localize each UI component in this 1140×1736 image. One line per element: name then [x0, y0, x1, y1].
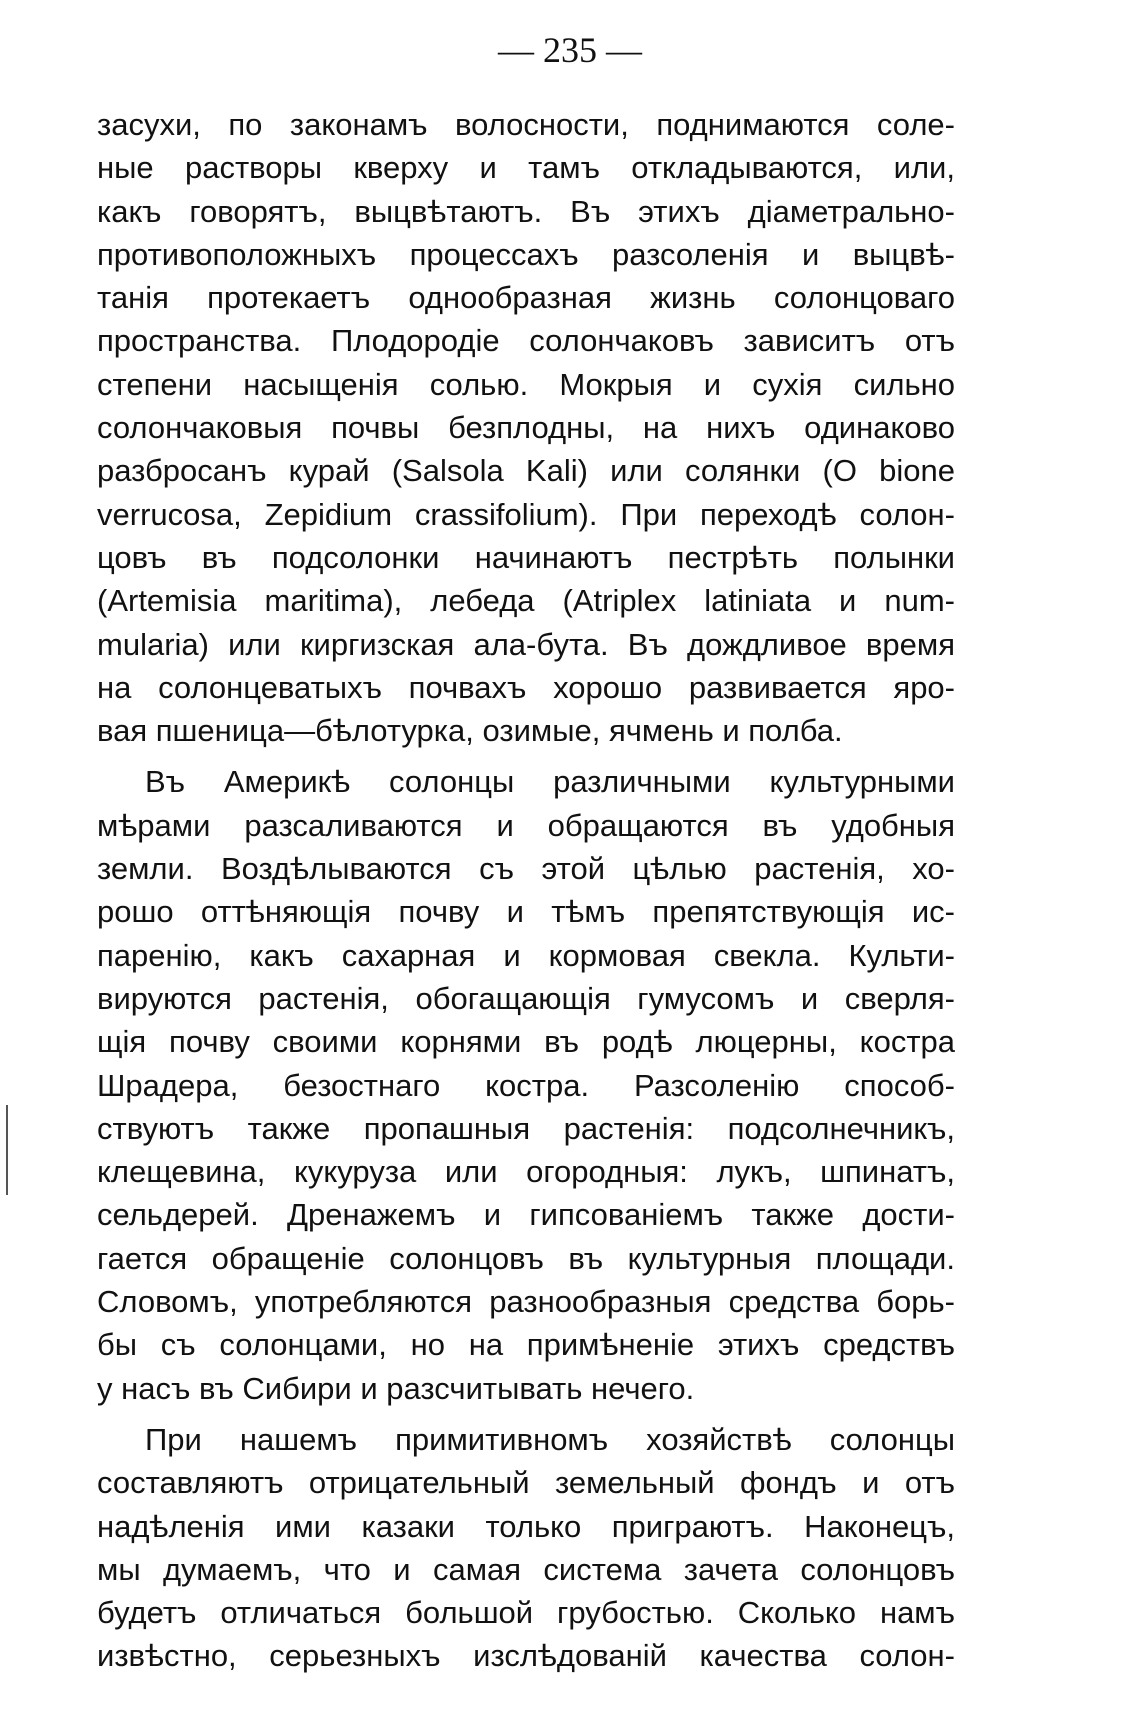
text-line: степени насыщенія солью. Мокрыя и сухія сильно	[97, 366, 955, 402]
text-line: вируются растенія, обогащающія гумусомъ и сверля-	[97, 980, 955, 1016]
text-line: на солонцеватыхъ почвахъ хорошо развивается яро-	[97, 669, 955, 705]
text-line: Въ Америкѣ солонцы различными культурными	[145, 764, 955, 800]
text-line: щія почву своими корнями въ родѣ люцерны, костра	[97, 1024, 955, 1060]
text-line: гается обращеніе солонцовъ въ культурныя площади.	[97, 1240, 955, 1276]
text-line: надѣленія ими казаки только приграютъ. Наконецъ,	[97, 1508, 955, 1544]
text-line: verrucosa, Zepidium crassifolium). При переходѣ солон-	[97, 496, 955, 532]
text-line: мѣрами разсаливаются и обращаются въ удобныя	[97, 807, 955, 843]
text-line: паренію, какъ сахарная и кормовая свекла. Культи-	[97, 937, 955, 973]
text-line: бы съ солонцами, но на примѣненіе этихъ средствъ	[97, 1327, 955, 1363]
text-line: При нашемъ примитивномъ хозяйствѣ солонцы	[145, 1421, 955, 1457]
paragraph-3	[97, 1418, 955, 1678]
body-text	[97, 103, 955, 1678]
paragraph-2	[97, 760, 955, 1409]
text-line: у насъ въ Сибири и разсчитывать нечего.	[97, 1370, 695, 1406]
text-line: вая пшеница—бѣлотурка, озимые, ячмень и полба.	[97, 713, 843, 749]
text-line: Шрадера, безостнаго костра. Разсоленію способ-	[97, 1067, 955, 1103]
text-line: разбросанъ курай (Salsola Kali) или солянки (O bione	[97, 453, 955, 489]
text-line: мы думаемъ, что и самая система зачета солонцовъ	[97, 1551, 955, 1587]
text-line: цовъ въ подсолонки начинаютъ пестрѣть полынки	[97, 539, 955, 575]
paragraph-1	[97, 103, 955, 752]
text-line: клещевина, кукуруза или огородныя: лукъ, шпинатъ,	[97, 1154, 955, 1190]
text-line: какъ говорятъ, выцвѣтаютъ. Въ этихъ діаметрально-	[97, 193, 955, 229]
text-line: Словомъ, употребляются разнообразныя средства борь-	[97, 1284, 955, 1320]
text-line: ствуютъ также пропашныя растенія: подсолнечникъ,	[97, 1110, 955, 1146]
text-line: mularia) или киргизская ала-бута. Въ дождливое время	[97, 626, 955, 662]
text-line: рошо оттѣняющія почву и тѣмъ препятствующія ис-	[97, 894, 955, 930]
text-line: сельдерей. Дренажемъ и гипсованіемъ также дости-	[97, 1197, 955, 1233]
text-line: составляютъ отрицательный земельный фондъ и отъ	[97, 1465, 955, 1501]
text-line: земли. Воздѣлываются съ этой цѣлью растенія, хо-	[97, 851, 955, 887]
text-line: танія протекаетъ однообразная жизнь солонцоваго	[97, 280, 955, 316]
page-number: — 235 —	[498, 30, 642, 70]
text-line: пространства. Плодородіе солончаковъ зависитъ отъ	[97, 323, 955, 359]
text-line: извѣстно, серьезныхъ изслѣдованій качества солон-	[97, 1638, 955, 1674]
binding-edge-mark	[6, 1105, 8, 1195]
text-line: солончаковыя почвы безплодны, на нихъ одинаково	[97, 410, 955, 446]
text-line: противоположныхъ процессахъ разсоленія и выцвѣ-	[97, 236, 955, 272]
text-line: засухи, по законамъ волосности, поднимаются соле-	[97, 107, 955, 142]
text-line: будетъ отличаться большой грубостью. Сколько намъ	[97, 1595, 955, 1631]
text-line: ные растворы кверху и тамъ откладываются, или,	[97, 150, 955, 186]
text-line: (Artemisia maritima), лебеда (Atriplex latiniata и num-	[97, 583, 955, 619]
